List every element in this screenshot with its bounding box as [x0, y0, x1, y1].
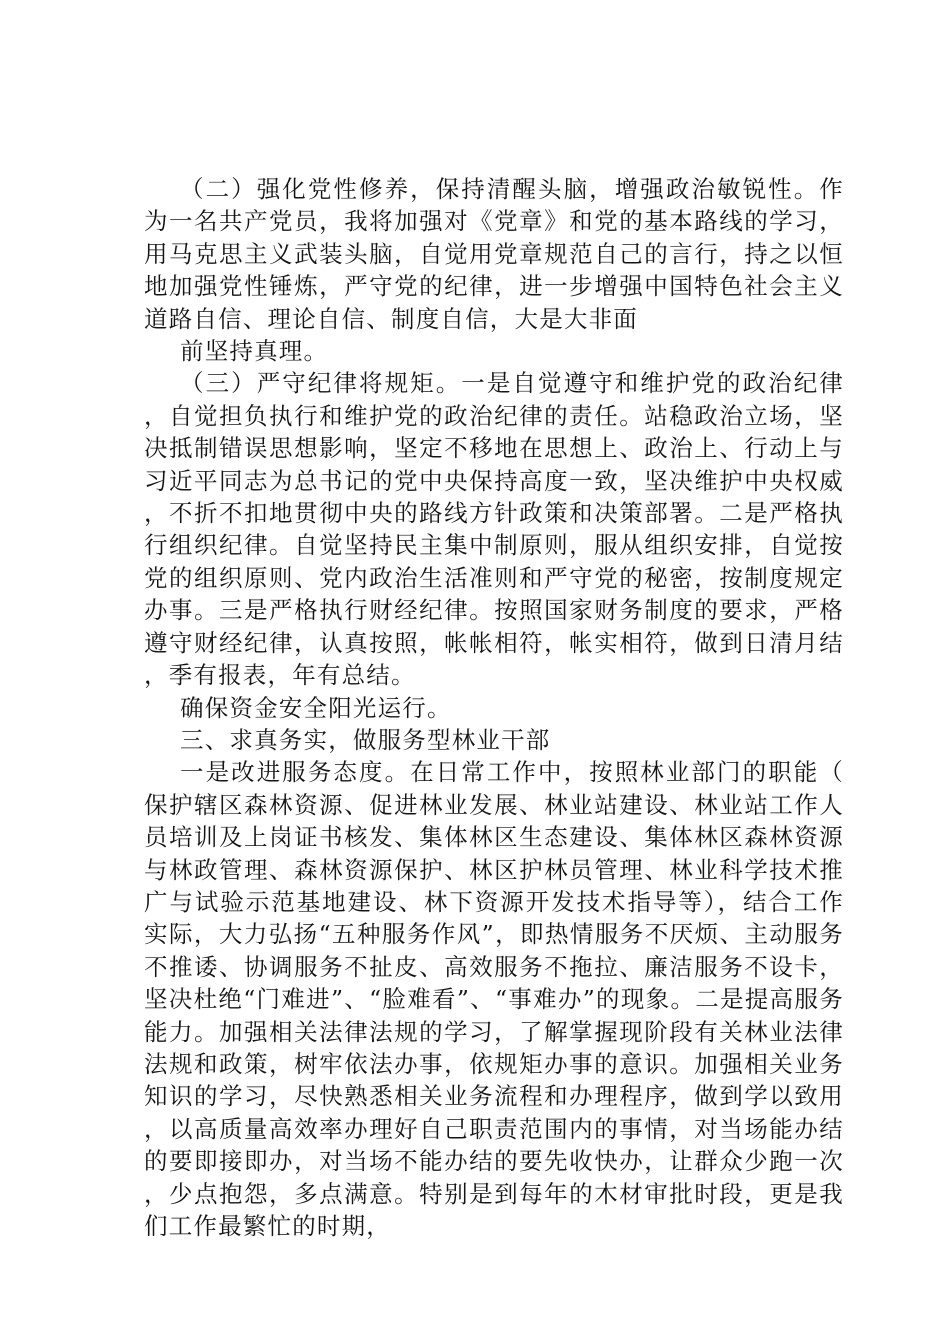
- paragraph-strict-discipline: （三）严守纪律将规矩。一是自觉遵守和维护党的政治纪律，自觉担负执行和维护党的政治纪律的责任。站稳政治立场，坚决抵制错误思想影响，坚定不移地在思想上、政治上、行动上与习近平同志为总书记的党中央保持高度一致，坚决维护中央权威，不折不扣地贯彻中央的路线方针政策和决策部署。二是严格执行组织纪律。自觉坚持民主集中制原则，服从组织安排，自觉按党的组织原则、党内政治生活准则和严守党的秘密，按制度规定办事。三是严格执行财经纪律。按照国家财务制度的要求，严格遵守财经纪律，认真按照，帐帐相符，帐实相符，做到日清月结，季有报表，年有总结。: [144, 369, 844, 690]
- paragraph-funds-safety: 确保资金安全阳光运行。: [180, 693, 452, 722]
- paragraph-improve-service: 一是改进服务态度。在日常工作中，按照林业部门的职能（保护辖区森林资源、促进林业发展、林业站建设、林业站工作人员培训及上岗证书核发、集体林区生态建设、集体林区森林资源与林政管理、森林资源保护、林区护林员管理、林业科学技术推广与试验示范基地建设、林下资源开发技术指导等），结合工作实际，大力弘扬“五种服务作风”，即热情服务不厌烦、主动服务不推诿、协调服务不扯皮、高效服务不拖拉、廉洁服务不设卡，坚决杜绝“门难进”、“脸难看”、“事难办”的现象。二是提高服务能力。加强相关法律法规的学习，了解掌握现阶段有关林业法律法规和政策，树牢依法办事，依规矩办事的意识。加强相关业务知识的学习，尽快熟悉相关业务流程和办理程序，做到学以致用，以高质量高效率办理好自己职责范围内的事情，对当场能办结的要即接即办，对当场不能办结的要先收快办，让群众少跑一次，少点抱怨，多点满意。特别是到每年的木材审批时段，更是我们工作最繁忙的时期，: [144, 758, 844, 1240]
- section-heading-service-cadre: 三、求真务实，做服务型林业干部: [180, 725, 551, 754]
- paragraph-uphold-truth: 前坚持真理。: [180, 337, 329, 366]
- paragraph-strengthen-party-spirit: （二）强化党性修养，保持清醒头脑，增强政治敏锐性。作为一名共产党员，我将加强对《党章》和党的基本路线的学习，用马克思主义武装头脑，自觉用党章规范自己的言行，持之以恒地加强党性锤炼，严守党的纪律，进一步增强中国特色社会主义道路自信、理论自信、制度自信，大是大非面: [144, 175, 844, 333]
- document-body: [144, 173, 844, 1242]
